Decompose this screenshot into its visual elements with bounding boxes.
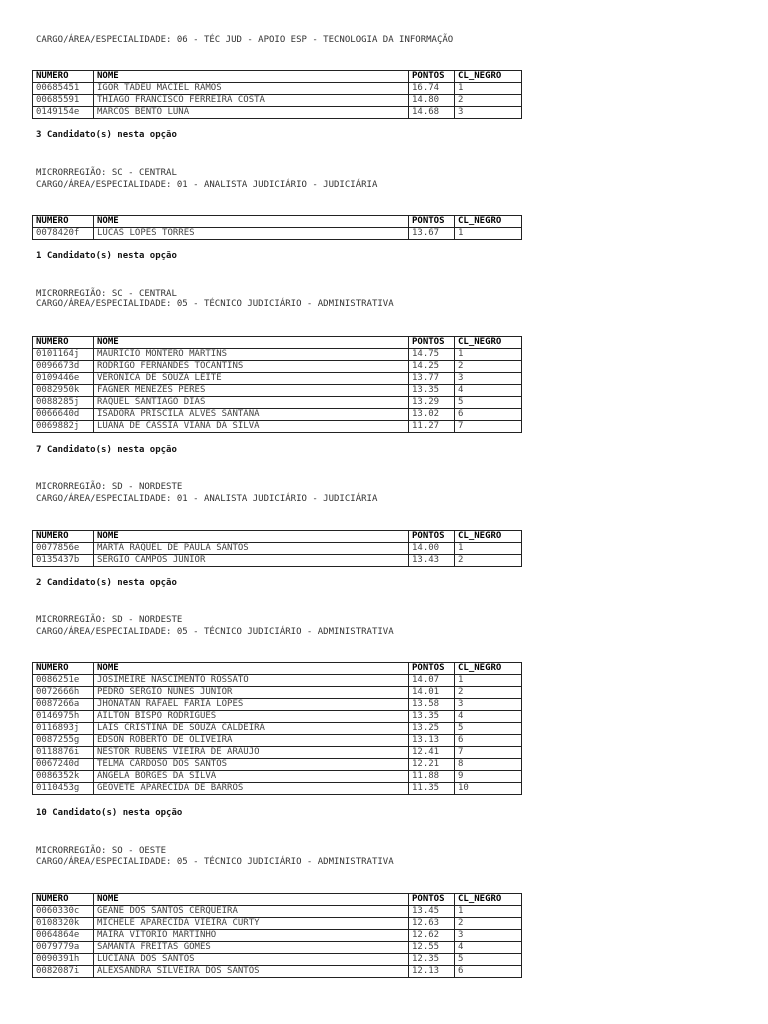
table-row: [33, 83, 522, 95]
cell-cl-negro: 4: [455, 385, 522, 397]
cell-nome: AILTON BISPO RODRIGUES: [94, 711, 409, 723]
table-row: [33, 675, 522, 687]
header-pontos: PONTOS: [409, 216, 455, 228]
table-row: [33, 361, 522, 373]
candidate-count: 1 Candidato(s) nesta opção: [36, 251, 177, 261]
cell-cl-negro: 7: [455, 747, 522, 759]
microrregiao-label: MICRORREGIÃO: SD - NORDESTE: [36, 615, 183, 625]
cell-nome: VERONICA DE SOUZA LEITE: [94, 373, 409, 385]
table-row: [33, 107, 522, 119]
header-cl-negro: CL_NEGRO: [455, 337, 522, 349]
cargo-label: CARGO/ÁREA/ESPECIALIDADE: 05 - TÉCNICO JUDICIÁRIO - ADMINISTRATIVA: [36, 857, 394, 867]
cargo-label: CARGO/ÁREA/ESPECIALIDADE: 01 - ANALISTA JUDICIÁRIO - JUDICIÁRIA: [36, 494, 378, 504]
cell-nome: ALEXSANDRA SILVEIRA DOS SANTOS: [94, 966, 409, 978]
table-header-row: [33, 71, 522, 83]
cell-cl-negro: 7: [455, 421, 522, 433]
table-row: [33, 699, 522, 711]
cell-pontos: 14.25: [409, 361, 455, 373]
microrregiao-label: MICRORREGIÃO: SC - CENTRAL: [36, 289, 177, 299]
cell-numero: 0090391h: [33, 954, 94, 966]
cell-numero: 0067240d: [33, 759, 94, 771]
cell-cl-negro: 6: [455, 735, 522, 747]
cell-numero: 0135437b: [33, 555, 94, 567]
cell-pontos: 13.43: [409, 555, 455, 567]
header-numero: NUMERO: [33, 216, 94, 228]
cell-cl-negro: 2: [455, 918, 522, 930]
table-row: [33, 747, 522, 759]
cell-numero: 0077856e: [33, 543, 94, 555]
cell-pontos: 13.29: [409, 397, 455, 409]
header-numero: NUMERO: [33, 894, 94, 906]
header-numero: NUMERO: [33, 663, 94, 675]
header-pontos: PONTOS: [409, 663, 455, 675]
cell-cl-negro: 4: [455, 942, 522, 954]
table-row: [33, 711, 522, 723]
cell-numero: 0146975h: [33, 711, 94, 723]
cell-numero: 0066640d: [33, 409, 94, 421]
cell-nome: LAIS CRISTINA DE SOUZA CALDEIRA: [94, 723, 409, 735]
cell-cl-negro: 3: [455, 699, 522, 711]
results-table: [32, 530, 522, 567]
candidate-count: 3 Candidato(s) nesta opção: [36, 130, 177, 140]
cell-pontos: 14.01: [409, 687, 455, 699]
cell-nome: SAMANTA FREITAS GOMES: [94, 942, 409, 954]
table-row: [33, 918, 522, 930]
table-row: [33, 759, 522, 771]
table-header-row: [33, 337, 522, 349]
cell-nome: TELMA CARDOSO DOS SANTOS: [94, 759, 409, 771]
header-nome: NOME: [94, 71, 409, 83]
cell-nome: GEOVETE APARECIDA DE BARROS: [94, 783, 409, 795]
table-row: [33, 771, 522, 783]
cell-cl-negro: 10: [455, 783, 522, 795]
cell-cl-negro: 2: [455, 95, 522, 107]
cell-numero: 00685451: [33, 83, 94, 95]
cell-pontos: 14.00: [409, 543, 455, 555]
header-cl-negro: CL_NEGRO: [455, 71, 522, 83]
cell-pontos: 13.02: [409, 409, 455, 421]
cell-nome: MAIRA VITORIO MARTINHO: [94, 930, 409, 942]
table-row: [33, 421, 522, 433]
cell-cl-negro: 1: [455, 543, 522, 555]
cell-nome: LUCIANA DOS SANTOS: [94, 954, 409, 966]
results-table: [32, 70, 522, 119]
cell-nome: GEANE DOS SANTOS CERQUEIRA: [94, 906, 409, 918]
header-numero: NUMERO: [33, 337, 94, 349]
cell-pontos: 11.88: [409, 771, 455, 783]
header-cl-negro: CL_NEGRO: [455, 531, 522, 543]
cell-cl-negro: 8: [455, 759, 522, 771]
cell-cl-negro: 2: [455, 555, 522, 567]
table-row: [33, 349, 522, 361]
cell-cl-negro: 1: [455, 906, 522, 918]
cell-pontos: 14.80: [409, 95, 455, 107]
cell-cl-negro: 2: [455, 687, 522, 699]
cell-cl-negro: 3: [455, 107, 522, 119]
cell-nome: LUANA DE CASSIA VIANA DA SILVA: [94, 421, 409, 433]
header-pontos: PONTOS: [409, 894, 455, 906]
cell-cl-negro: 6: [455, 966, 522, 978]
header-cl-negro: CL_NEGRO: [455, 216, 522, 228]
cell-numero: 0110453g: [33, 783, 94, 795]
cell-numero: 0149154e: [33, 107, 94, 119]
cell-pontos: 12.13: [409, 966, 455, 978]
cell-pontos: 12.62: [409, 930, 455, 942]
header-nome: NOME: [94, 663, 409, 675]
cell-pontos: 13.13: [409, 735, 455, 747]
cell-pontos: 13.67: [409, 228, 455, 240]
cell-nome: JHONATAN RAFAEL FARIA LOPES: [94, 699, 409, 711]
cell-numero: 0082950k: [33, 385, 94, 397]
cell-pontos: 13.25: [409, 723, 455, 735]
cell-pontos: 14.68: [409, 107, 455, 119]
cell-pontos: 12.35: [409, 954, 455, 966]
results-table: [32, 893, 522, 978]
cell-pontos: 12.55: [409, 942, 455, 954]
candidate-count: 7 Candidato(s) nesta opção: [36, 445, 177, 455]
header-cl-negro: CL_NEGRO: [455, 663, 522, 675]
cell-numero: 00685591: [33, 95, 94, 107]
cell-cl-negro: 5: [455, 954, 522, 966]
cell-numero: 0109446e: [33, 373, 94, 385]
cell-numero: 0096673d: [33, 361, 94, 373]
cell-nome: MAURICIO MONTERO MARTINS: [94, 349, 409, 361]
cell-numero: 0116893j: [33, 723, 94, 735]
cell-pontos: 14.07: [409, 675, 455, 687]
table-row: [33, 723, 522, 735]
cell-numero: 0088285j: [33, 397, 94, 409]
table-row: [33, 385, 522, 397]
cell-nome: MARTA RAQUEL DE PAULA SANTOS: [94, 543, 409, 555]
cell-nome: SERGIO CAMPOS JUNIOR: [94, 555, 409, 567]
header-cl-negro: CL_NEGRO: [455, 894, 522, 906]
header-nome: NOME: [94, 894, 409, 906]
cell-numero: 0118876i: [33, 747, 94, 759]
header-nome: NOME: [94, 216, 409, 228]
cell-cl-negro: 1: [455, 675, 522, 687]
table-row: [33, 555, 522, 567]
table-header-row: [33, 663, 522, 675]
table-row: [33, 409, 522, 421]
cell-nome: FAGNER MENEZES PERES: [94, 385, 409, 397]
cell-nome: LUCAS LOPES TORRES: [94, 228, 409, 240]
microrregiao-label: MICRORREGIÃO: SC - CENTRAL: [36, 168, 177, 178]
cell-pontos: 11.27: [409, 421, 455, 433]
cell-cl-negro: 5: [455, 723, 522, 735]
header-nome: NOME: [94, 337, 409, 349]
cell-nome: RODRIGO FERNANDES TOCANTINS: [94, 361, 409, 373]
header-pontos: PONTOS: [409, 337, 455, 349]
cell-cl-negro: 5: [455, 397, 522, 409]
header-pontos: PONTOS: [409, 71, 455, 83]
cell-pontos: 14.75: [409, 349, 455, 361]
cell-cl-negro: 3: [455, 930, 522, 942]
cell-cl-negro: 9: [455, 771, 522, 783]
cell-nome: THIAGO FRANCISCO FERREIRA COSTA: [94, 95, 409, 107]
cell-nome: ANGELA BORGES DA SILVA: [94, 771, 409, 783]
table-header-row: [33, 216, 522, 228]
table-row: [33, 543, 522, 555]
cell-nome: ISADORA PRISCILA ALVES SANTANA: [94, 409, 409, 421]
candidate-count: 2 Candidato(s) nesta opção: [36, 578, 177, 588]
cell-numero: 0069882j: [33, 421, 94, 433]
cell-numero: 0086251e: [33, 675, 94, 687]
table-header-row: [33, 531, 522, 543]
cell-cl-negro: 4: [455, 711, 522, 723]
cell-numero: 0108320k: [33, 918, 94, 930]
cell-numero: 0064864e: [33, 930, 94, 942]
cell-numero: 0072666h: [33, 687, 94, 699]
cell-nome: IGOR TADEU MACIEL RAMOS: [94, 83, 409, 95]
cargo-label: CARGO/ÁREA/ESPECIALIDADE: 05 - TÉCNICO JUDICIÁRIO - ADMINISTRATIVA: [36, 299, 394, 309]
header-numero: NUMERO: [33, 531, 94, 543]
table-row: [33, 373, 522, 385]
cell-cl-negro: 1: [455, 83, 522, 95]
table-row: [33, 966, 522, 978]
results-table: [32, 336, 522, 433]
microrregiao-label: MICRORREGIÃO: SD - NORDESTE: [36, 482, 183, 492]
header-nome: NOME: [94, 531, 409, 543]
cell-cl-negro: 1: [455, 349, 522, 361]
cell-numero: 0086352k: [33, 771, 94, 783]
cell-pontos: 11.35: [409, 783, 455, 795]
cell-numero: 0087255g: [33, 735, 94, 747]
cell-pontos: 13.35: [409, 711, 455, 723]
header-numero: NUMERO: [33, 71, 94, 83]
table-row: [33, 783, 522, 795]
cell-numero: 0101164j: [33, 349, 94, 361]
table-row: [33, 930, 522, 942]
cell-numero: 0078420f: [33, 228, 94, 240]
cell-cl-negro: 3: [455, 373, 522, 385]
table-row: [33, 95, 522, 107]
table-row: [33, 906, 522, 918]
cell-numero: 0060330c: [33, 906, 94, 918]
cell-numero: 0079779a: [33, 942, 94, 954]
cell-nome: RAQUEL SANTIAGO DIAS: [94, 397, 409, 409]
cell-nome: NESTOR RUBENS VIEIRA DE ARAUJO: [94, 747, 409, 759]
table-row: [33, 228, 522, 240]
table-header-row: [33, 894, 522, 906]
cell-pontos: 12.63: [409, 918, 455, 930]
table-row: [33, 397, 522, 409]
header-pontos: PONTOS: [409, 531, 455, 543]
cell-pontos: 12.41: [409, 747, 455, 759]
cell-cl-negro: 2: [455, 361, 522, 373]
table-row: [33, 735, 522, 747]
cargo-label: CARGO/ÁREA/ESPECIALIDADE: 06 - TÉC JUD - APOIO ESP - TECNOLOGIA DA INFORMAÇÃO: [36, 35, 454, 45]
cell-pontos: 13.58: [409, 699, 455, 711]
cell-nome: MARCOS BENTO LUNA: [94, 107, 409, 119]
cell-pontos: 13.35: [409, 385, 455, 397]
cell-pontos: 12.21: [409, 759, 455, 771]
table-row: [33, 942, 522, 954]
cell-nome: MICHELE APARECIDA VIEIRA CURTY: [94, 918, 409, 930]
table-row: [33, 687, 522, 699]
cell-pontos: 13.77: [409, 373, 455, 385]
cell-nome: EDSON ROBERTO DE OLIVEIRA: [94, 735, 409, 747]
cell-nome: PEDRO SERGIO NUNES JUNIOR: [94, 687, 409, 699]
table-row: [33, 954, 522, 966]
results-table: [32, 215, 522, 240]
microrregiao-label: MICRORREGIÃO: SO - OESTE: [36, 846, 167, 856]
cell-cl-negro: 6: [455, 409, 522, 421]
cell-numero: 0082087i: [33, 966, 94, 978]
cell-pontos: 16.74: [409, 83, 455, 95]
cargo-label: CARGO/ÁREA/ESPECIALIDADE: 01 - ANALISTA JUDICIÁRIO - JUDICIÁRIA: [36, 180, 378, 190]
cell-pontos: 13.45: [409, 906, 455, 918]
results-table: [32, 662, 522, 795]
cell-nome: JOSIMEIRE NASCIMENTO ROSSATO: [94, 675, 409, 687]
cargo-label: CARGO/ÁREA/ESPECIALIDADE: 05 - TÉCNICO JUDICIÁRIO - ADMINISTRATIVA: [36, 627, 394, 637]
cell-numero: 0087266a: [33, 699, 94, 711]
candidate-count: 10 Candidato(s) nesta opção: [36, 808, 183, 818]
cell-cl-negro: 1: [455, 228, 522, 240]
